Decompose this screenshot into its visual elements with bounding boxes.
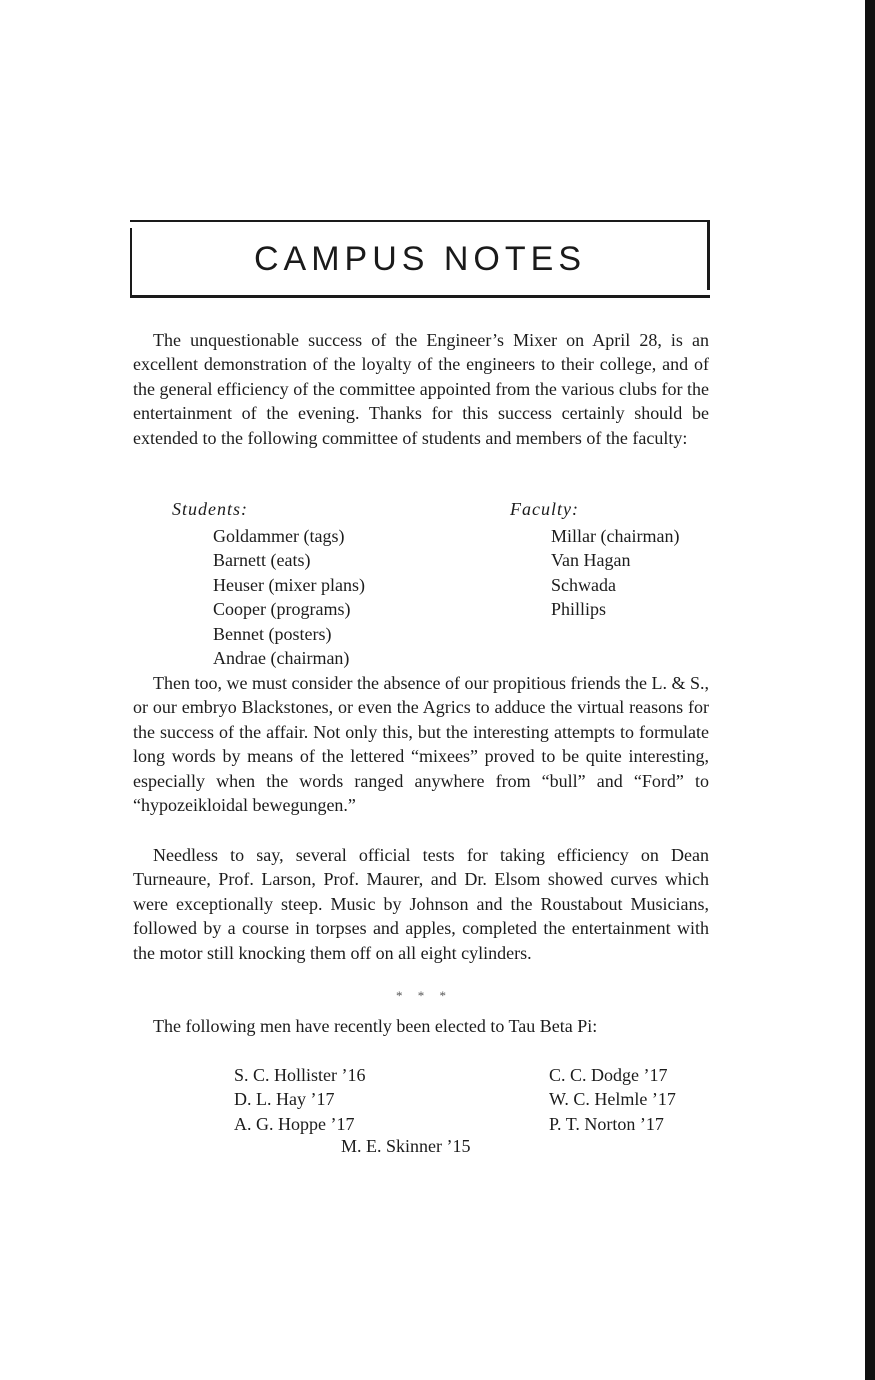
students-list xyxy=(213,524,365,670)
title-frame xyxy=(130,220,710,298)
tau-beta-pi-last-name: M. E. Skinner ’15 xyxy=(341,1136,471,1156)
list-item: S. C. Hollister ’16 xyxy=(234,1065,366,1085)
list-item: Barnett (eats) xyxy=(213,550,311,571)
list-item: D. L. Hay ’17 xyxy=(234,1089,335,1110)
page-edge-shadow xyxy=(865,0,875,1380)
tau-beta-pi-left-list xyxy=(234,1063,366,1136)
list-item: Phillips xyxy=(551,599,607,620)
list-item: Van Hagan xyxy=(551,550,631,571)
faculty-heading: Faculty: xyxy=(510,499,579,519)
list-item: Heuser (mixer plans) xyxy=(213,574,365,595)
students-heading: Students: xyxy=(172,499,248,519)
list-item: W. C. Helmle ’17 xyxy=(549,1089,676,1110)
list-item: Andrae (chairman) xyxy=(213,648,350,669)
tau-beta-pi-right-list xyxy=(549,1063,676,1136)
third-paragraph: Needless to say, several official tests for taking efficiency on Dean Turneaure, Prof. Larson, Prof. Maurer, and Dr. Elsom showed curves which were exceptionally steep. Music by Johnson and the Roustabout Musicians, followed by a course in torpses and apples, completed the entertainment with the motor still knocking them off on all eight cylinders. xyxy=(133,845,709,963)
list-item: C. C. Dodge ’17 xyxy=(549,1065,668,1085)
list-item: Bennet (posters) xyxy=(213,623,332,644)
page-title: CAMPUS NOTES xyxy=(253,240,587,278)
list-item: Goldammer (tags) xyxy=(213,526,345,546)
faculty-list xyxy=(551,524,679,622)
tau-beta-pi-paragraph: The following men have recently been elected to Tau Beta Pi: xyxy=(153,1016,598,1036)
list-item: A. G. Hoppe ’17 xyxy=(234,1113,355,1134)
list-item: Millar (chairman) xyxy=(551,526,680,546)
list-item: Cooper (programs) xyxy=(213,599,351,620)
title-frame-bottom-rule xyxy=(130,295,710,298)
list-item: Schwada xyxy=(551,574,616,595)
title-frame-top-rule xyxy=(130,220,710,222)
intro-paragraph: The unquestionable success of the Engineer’s Mixer on April 28, is an excellent demonstration of the loyalty of the engineers to their college, and of the general efficiency of the committee appointed from the various clubs for the entertainment of the evening. Thanks for this success certainly should be extended to the following committee of students and members of the faculty: xyxy=(133,330,709,448)
section-separator: * * * xyxy=(396,988,446,1003)
second-paragraph: Then too, we must consider the absence of our propitious friends the L. & S., or our embryo Blackstones, or even the Agrics to adduce the virtual reasons for the success of the affair. Not only this, but the interesting attempts to formulate long words by means of the lettered “mixees” proved to be quite interesting, especially when the words ranged anywhere from “bull” and “Ford” to “hypozeikloidal bewegungen.” xyxy=(133,673,709,816)
list-item: P. T. Norton ’17 xyxy=(549,1113,664,1134)
